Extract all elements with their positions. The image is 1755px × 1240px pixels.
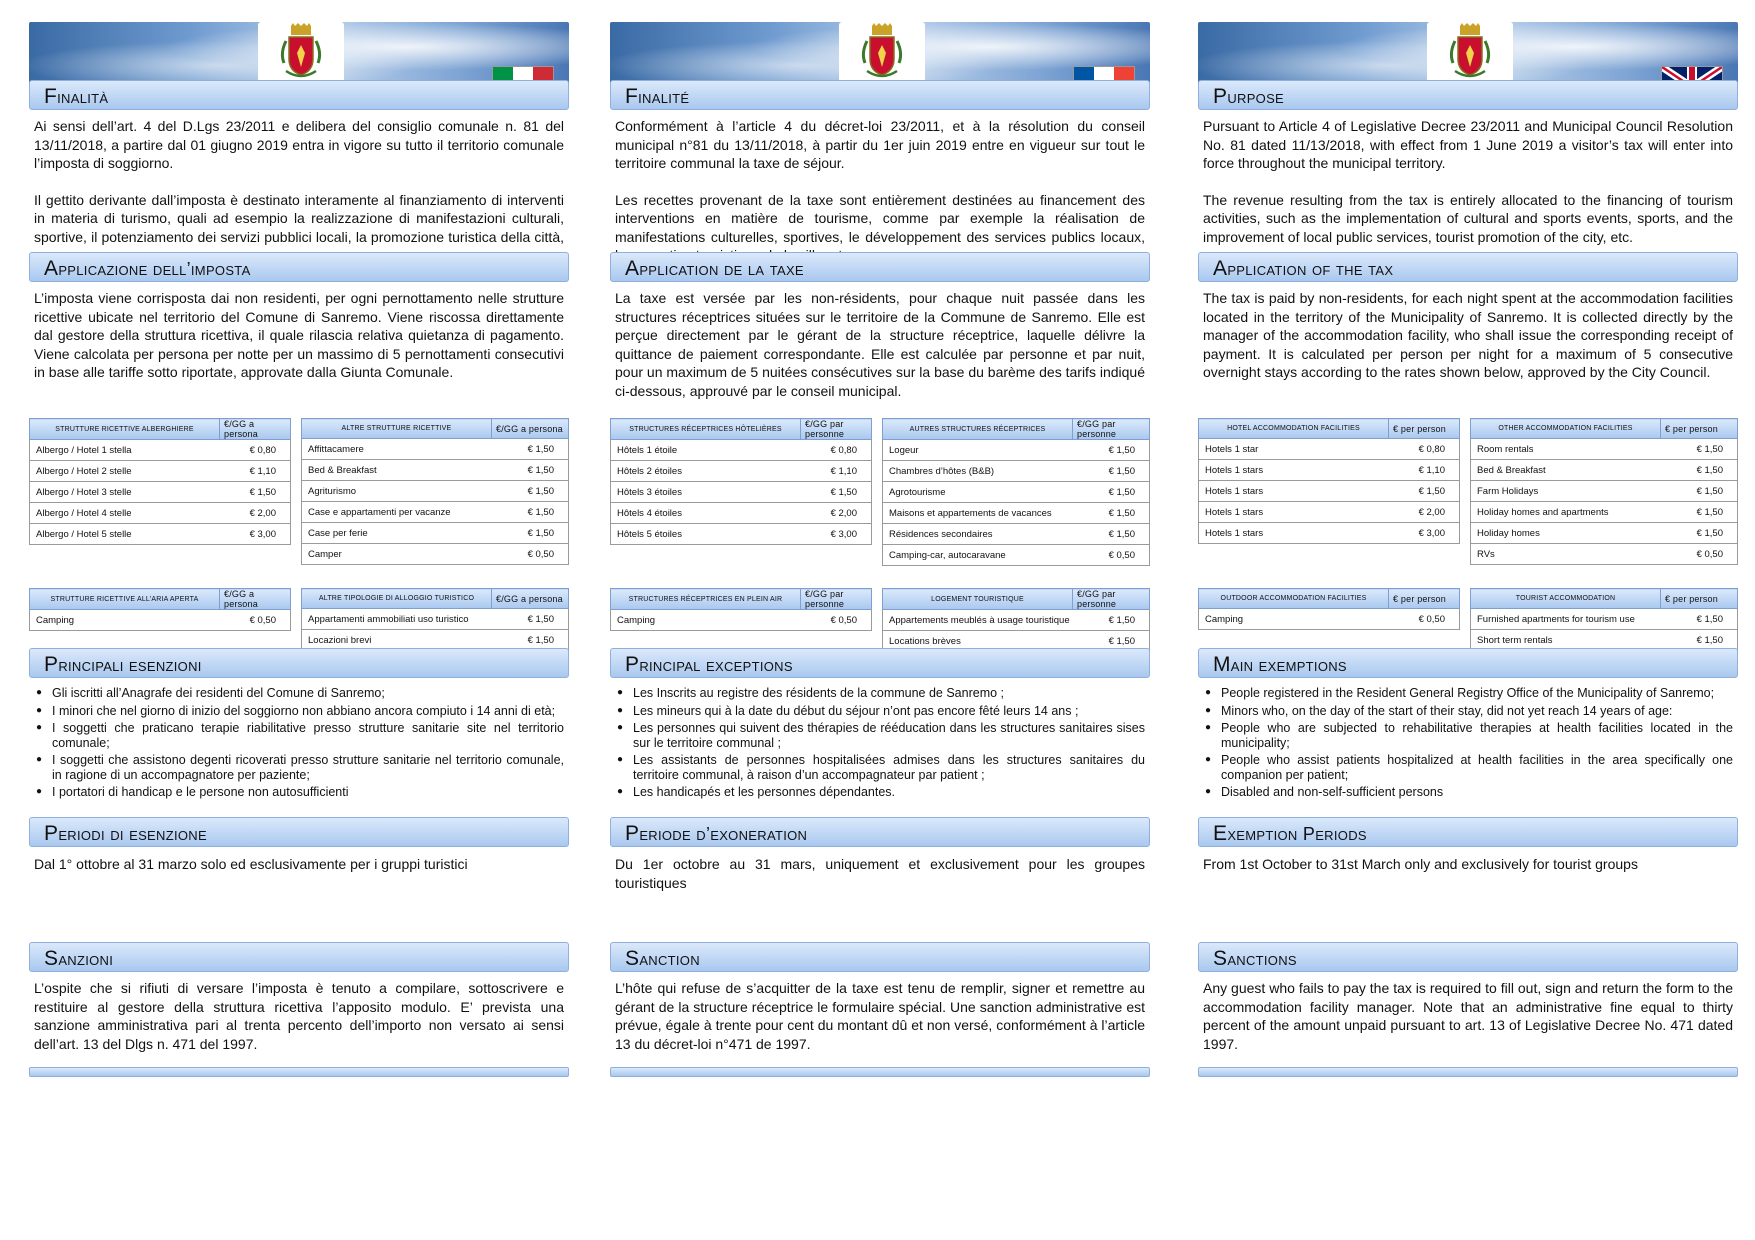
rate-value: € 0,80 xyxy=(1389,439,1460,460)
application-text: The tax is paid by non-residents, for each night spent at the accommodation facilities located in the territory of the Municipality of Sanremo. It is collected directly by the manager of the accommodation facility, who shall issue the corresponding receipt of payment. It is calculated per person per night for a maximum of 5 consecutive overnight stays according to the rates shown below, approved by the City Council. xyxy=(1203,290,1733,380)
rate-value: € 1,50 xyxy=(1073,610,1150,631)
rate-table-unit: €/GG par personne xyxy=(1073,589,1150,610)
rate-table-other xyxy=(301,418,569,565)
section-header-exemptions: Main exemptions xyxy=(1198,648,1738,678)
rate-table-title: OTHER ACCOMMODATION FACILITIES xyxy=(1471,419,1661,439)
purpose-paragraph: Ai sensi dell’art. 4 del D.Lgs 23/2011 e delibera del consiglio comunale n. 81 del 13/11/2018, a partire dal 01 giugno 2019 entra in vigore su tutto il territorio comunale l’imposta di soggiorno. xyxy=(34,118,564,171)
rate-row xyxy=(883,440,1150,461)
exemption-item: ● I portatori di handicap e le persone non autosufficienti xyxy=(34,785,564,800)
rate-row xyxy=(30,503,291,524)
rate-value: € 1,50 xyxy=(1073,461,1150,482)
section-header-sanctions: Sanction xyxy=(610,942,1150,972)
purpose-text xyxy=(1203,117,1733,246)
rate-row xyxy=(30,610,291,631)
rate-label: Hôtels 1 étoile xyxy=(611,440,801,461)
footer-bar xyxy=(1198,1067,1738,1077)
purpose-text xyxy=(615,117,1145,265)
exemption-item: ● People registered in the Resident General Registry Office of the Municipality of Sanremo; xyxy=(1203,686,1733,701)
exemptions-list xyxy=(34,686,564,803)
sanctions-text: L’hôte qui refuse de s’acquitter de la taxe est tenu de remplir, signer et remettre au gérant de la structure réceptrice le formulaire spécial. Une sanction administrative est prévue, égale à trente pour cent du montant dû et non versé, conformément à l’article 13 du décret-loi n°471 de 1997. xyxy=(615,980,1145,1052)
rate-table-unit: € per person xyxy=(1389,589,1460,609)
rate-row xyxy=(302,544,569,565)
section-header-sanctions: Sanzioni xyxy=(29,942,569,972)
rate-value: € 1,50 xyxy=(220,482,291,503)
rate-row xyxy=(302,439,569,460)
rate-value: € 1,50 xyxy=(801,482,872,503)
rate-label: RVs xyxy=(1471,544,1661,565)
rate-label: Albergo / Hotel 3 stelle xyxy=(30,482,220,503)
rate-row xyxy=(1199,460,1460,481)
rate-value: € 2,00 xyxy=(220,503,291,524)
rate-table-outdoor xyxy=(29,588,291,631)
rate-row xyxy=(611,610,872,631)
rate-table-title: ALTRE TIPOLOGIE DI ALLOGGIO TURISTICO xyxy=(302,589,492,609)
section-header-purpose: Purpose xyxy=(1198,80,1738,110)
rate-table-unit: € per person xyxy=(1661,419,1738,439)
rate-table-title: AUTRES STRUCTURES RÉCEPTRICES xyxy=(883,419,1073,440)
rate-table-title: OUTDOOR ACCOMMODATION FACILITIES xyxy=(1199,589,1389,609)
rate-label: Hôtels 2 étoiles xyxy=(611,461,801,482)
exemptions-list xyxy=(1203,686,1733,803)
rate-label: Albergo / Hotel 4 stelle xyxy=(30,503,220,524)
sky-banner xyxy=(1198,22,1738,84)
rate-row xyxy=(883,503,1150,524)
rate-table-title: LOGEMENT TOURISTIQUE xyxy=(883,589,1073,610)
rate-value: € 1,50 xyxy=(1073,631,1150,652)
rate-table-unit: €/GG a persona xyxy=(220,419,291,440)
exemption-item: ● People who assist patients hospitalized at health facilities in the area specifically one companion per patient; xyxy=(1203,753,1733,782)
purpose-text xyxy=(34,117,564,265)
exemption-item: ● People who are subjected to rehabilitative therapies at health facilities located in the municipality; xyxy=(1203,721,1733,750)
rate-table-hotel xyxy=(610,418,872,545)
sanremo-crest-icon xyxy=(839,22,925,82)
rate-label: Bed & Breakfast xyxy=(302,460,492,481)
rate-value: € 1,50 xyxy=(492,630,569,651)
section-header-exemptions: Principal exceptions xyxy=(610,648,1150,678)
purpose-paragraph: Conformément à l’article 4 du décret-loi 23/2011, et à la résolution du conseil municipal n°81 du 13/11/2018, à partir du 1er juin 2019 entre en vigueur sur tout le territoire communal la taxe de séjour. xyxy=(615,118,1145,171)
rate-table-title: STRUTTURE RICETTIVE ALL’ARIA APERTA xyxy=(30,589,220,610)
rate-row xyxy=(1471,502,1738,523)
exemption-item: ● Les mineurs qui à la date du début du séjour n’ont pas encore fêté leurs 14 ans ; xyxy=(615,704,1145,719)
rate-table-other xyxy=(882,418,1150,566)
rate-value: € 0,50 xyxy=(1389,609,1460,630)
rate-label: Holiday homes xyxy=(1471,523,1661,544)
rate-label: Hotels 1 star xyxy=(1199,439,1389,460)
rate-row xyxy=(30,461,291,482)
rate-label: Hôtels 4 étoiles xyxy=(611,503,801,524)
periods-text: Dal 1° ottobre al 31 marzo solo ed esclusivamente per i gruppi turistici xyxy=(34,856,468,872)
rate-value: € 1,10 xyxy=(1389,460,1460,481)
exemption-item: ● Les assistants de personnes hospitalisées admises dans les structures sanitaires du territoire communal, à raison d’un accompagnateur par patient ; xyxy=(615,753,1145,782)
rate-label: Holiday homes and apartments xyxy=(1471,502,1661,523)
rate-label: Camper xyxy=(302,544,492,565)
rate-label: Hotels 1 stars xyxy=(1199,481,1389,502)
section-header-sanctions: Sanctions xyxy=(1198,942,1738,972)
rate-value: € 1,50 xyxy=(1661,502,1738,523)
rate-label: Albergo / Hotel 2 stelle xyxy=(30,461,220,482)
rate-value: € 2,00 xyxy=(801,503,872,524)
section-header-periods: Periode d’exoneration xyxy=(610,817,1150,847)
rate-table-title: STRUTTURE RICETTIVE ALBERGHIERE xyxy=(30,419,220,440)
rate-value: € 0,80 xyxy=(801,440,872,461)
rate-row xyxy=(1471,609,1738,630)
rate-row xyxy=(1199,502,1460,523)
rate-table-unit: €/GG a persona xyxy=(492,589,569,609)
rate-value: € 1,50 xyxy=(1661,630,1738,651)
rate-table-title: HOTEL ACCOMMODATION FACILITIES xyxy=(1199,419,1389,439)
column-french xyxy=(610,22,1150,1052)
rate-row xyxy=(883,545,1150,566)
rate-table-other xyxy=(1470,418,1738,565)
rate-label: Farm Holidays xyxy=(1471,481,1661,502)
rate-row xyxy=(1471,439,1738,460)
rate-label: Room rentals xyxy=(1471,439,1661,460)
rate-row xyxy=(30,524,291,545)
rate-table-outdoor xyxy=(1198,588,1460,630)
rate-value: € 1,10 xyxy=(801,461,872,482)
rate-label: Hôtels 5 étoiles xyxy=(611,524,801,545)
footer-bar xyxy=(610,1067,1150,1077)
exemption-item: ● Gli iscritti all’Anagrafe dei residenti del Comune di Sanremo; xyxy=(34,686,564,701)
rate-value: € 0,80 xyxy=(220,440,291,461)
rate-label: Chambres d’hôtes (B&B) xyxy=(883,461,1073,482)
rate-row xyxy=(30,482,291,503)
rate-label: Hotels 1 stars xyxy=(1199,502,1389,523)
rate-label: Camping xyxy=(611,610,801,631)
section-header-application: Applicazione dell’imposta xyxy=(29,252,569,282)
rate-value: € 1,50 xyxy=(492,609,569,630)
rate-label: Camping xyxy=(1199,609,1389,630)
rate-table-hotel xyxy=(1198,418,1460,544)
rate-row xyxy=(1471,544,1738,565)
rate-table-tourist xyxy=(301,588,569,651)
purpose-paragraph: Les recettes provenant de la taxe sont entièrement destinées au financement des interventions en matière de tourisme, comme par exemple la réalisation de manifestations culturelles, sportives, le développement des services publics locaux, xyxy=(615,191,1145,245)
rate-label: Logeur xyxy=(883,440,1073,461)
sky-banner xyxy=(29,22,569,84)
rate-row xyxy=(1199,609,1460,630)
rate-label: Résidences secondaires xyxy=(883,524,1073,545)
application-text: La taxe est versée par les non-résidents, pour chaque nuit passée dans les structures réceptrices situées sur le territoire de la Commune de Sanremo. Elle est perçue directement par le gérant de la structure réceptrice, laquelle délivre la quittance de paiement correspondante. Elle est calculée par personne et par nuit, pour un maximum de 5 nuitées consécutives sur la base du barème des tarifs indiqué ci-dessous, approuvé par le conseil municipal. xyxy=(615,290,1145,399)
section-header-purpose: Finalité xyxy=(610,80,1150,110)
rate-table-title: TOURIST ACCOMMODATION xyxy=(1471,589,1661,609)
periods-text: Du 1er octobre au 31 mars, uniquement et exclusivement pour les groupes touristiques xyxy=(615,856,1145,891)
rate-row xyxy=(1471,481,1738,502)
application-text: L’imposta viene corrisposta dai non residenti, per ogni pernottamento nelle strutture ricettive ubicate nel territorio del Comune di Sanremo. Viene riscossa direttamente dal gestore della struttura ricettiva, il quale rilascia relativa quietanza di pagamento. Viene calcolata per persona per notte per un massimo di 5 pernottamenti consecutivi in base alle tariffe sotto riportate, approvate dalla Giunta Comunale. xyxy=(34,290,564,380)
rate-row xyxy=(302,502,569,523)
rate-value: € 1,50 xyxy=(1389,481,1460,502)
rate-value: € 1,50 xyxy=(492,502,569,523)
rate-label: Albergo / Hotel 5 stelle xyxy=(30,524,220,545)
rate-table-unit: €/GG par personne xyxy=(801,419,872,440)
rate-row xyxy=(302,609,569,630)
column-italian xyxy=(29,22,569,1052)
exemption-item: ● Les handicapés et les personnes dépendantes. xyxy=(615,785,1145,800)
rate-row xyxy=(1471,523,1738,544)
rate-row xyxy=(1199,439,1460,460)
rate-value: € 3,00 xyxy=(1389,523,1460,544)
rate-table-title: STRUCTURES RÉCEPTRICES EN PLEIN AIR xyxy=(611,589,801,610)
sanctions-text: Any guest who fails to pay the tax is required to fill out, sign and return the form to the accommodation facility manager. Note that an administrative fine equal to thirty percent of the amount unpaid pursuant to art. 13 of Legislative Decree No. 471 dated 1997. xyxy=(1203,980,1733,1052)
rate-value: € 3,00 xyxy=(220,524,291,545)
exemption-item: ● I soggetti che praticano terapie riabilitative presso strutture sanitarie site nel territorio comunale; xyxy=(34,721,564,750)
section-header-application: Application de la taxe xyxy=(610,252,1150,282)
periods-text: From 1st October to 31st March only and exclusively for tourist groups xyxy=(1203,856,1638,872)
rate-value: € 1,50 xyxy=(492,523,569,544)
purpose-paragraph: The revenue resulting from the tax is entirely allocated to the financing of tourism activities, such as the implementation of cultural and sports events, sports, and the improvement of local public services, tourist promotion of the city, etc. xyxy=(1203,191,1733,245)
purpose-paragraph: Pursuant to Article 4 of Legislative Decree 23/2011 and Municipal Council Resolution No. 81 dated 11/13/2018, with effect from 1 June 2019 a visitor’s tax will enter into force throughout the municipal territory. xyxy=(1203,118,1733,171)
sanremo-crest-icon xyxy=(258,22,344,82)
rate-table-unit: € per person xyxy=(1389,419,1460,439)
rate-value: € 1,50 xyxy=(1073,524,1150,545)
rate-value: € 1,10 xyxy=(220,461,291,482)
section-header-exemptions: Principali esenzioni xyxy=(29,648,569,678)
rate-label: Short term rentals xyxy=(1471,630,1661,651)
rate-row xyxy=(1199,523,1460,544)
rate-table-title: ALTRE STRUTTURE RICETTIVE xyxy=(302,419,492,439)
rate-label: Maisons et appartements de vacances xyxy=(883,503,1073,524)
rate-row xyxy=(883,524,1150,545)
sanctions-text: L’ospite che si rifiuti di versare l’imposta è tenuto a compilare, sottoscrivere e restituire al gestore della struttura ricettiva l’apposito modulo. E’ prevista una sanzione amministrativa pari al trenta percento dell’importo non versato ai sensi dell’art. 13 del Dlgs n. 471 del 1997. xyxy=(34,980,564,1052)
rate-row xyxy=(883,461,1150,482)
rate-label: Locazioni brevi xyxy=(302,630,492,651)
rate-value: € 0,50 xyxy=(1661,544,1738,565)
rate-row xyxy=(1199,481,1460,502)
rate-label: Camping xyxy=(30,610,220,631)
rate-value: € 1,50 xyxy=(1661,439,1738,460)
rate-value: € 1,50 xyxy=(492,439,569,460)
rate-value: € 3,00 xyxy=(801,524,872,545)
rate-label: Albergo / Hotel 1 stella xyxy=(30,440,220,461)
rate-table-outdoor xyxy=(610,588,872,631)
rate-label: Case per ferie xyxy=(302,523,492,544)
rate-table-tourist xyxy=(1470,588,1738,651)
rate-label: Furnished apartments for tourism use xyxy=(1471,609,1661,630)
rate-label: Locations brèves xyxy=(883,631,1073,652)
sky-banner xyxy=(610,22,1150,84)
rate-row xyxy=(30,440,291,461)
rate-value: € 2,00 xyxy=(1389,502,1460,523)
rate-value: € 1,50 xyxy=(1661,481,1738,502)
rate-value: € 1,50 xyxy=(1073,440,1150,461)
exemptions-list xyxy=(615,686,1145,803)
section-header-application: Application of the tax xyxy=(1198,252,1738,282)
rate-row xyxy=(302,481,569,502)
rate-label: Hotels 1 stars xyxy=(1199,460,1389,481)
column-english xyxy=(1198,22,1738,1052)
rate-row xyxy=(611,524,872,545)
rate-table-unit: € per person xyxy=(1661,589,1738,609)
rate-row xyxy=(883,482,1150,503)
rate-table-unit: €/GG par personne xyxy=(801,589,872,610)
rate-label: Agriturismo xyxy=(302,481,492,502)
exemption-item: ● I soggetti che assistono degenti ricoverati presso strutture sanitarie nel territorio comunale, in ragione di un accompagnatore per paziente; xyxy=(34,753,564,782)
rate-value: € 1,50 xyxy=(1661,523,1738,544)
purpose-paragraph: Il gettito derivante dall’imposta è destinato interamente al finanziamento di interventi in materia di turismo, quali ad esempio la realizzazione di manifestazioni culturali, sportive, il potenziamento dei servizi pubblici locali, la promozione turistica della città, xyxy=(34,191,564,245)
rate-label: Agrotourisme xyxy=(883,482,1073,503)
rate-label: Appartements meublés à usage touristique xyxy=(883,610,1073,631)
rate-table-hotel xyxy=(29,418,291,545)
rate-value: € 1,50 xyxy=(1661,460,1738,481)
rate-row xyxy=(883,610,1150,631)
exemption-item: ● Minors who, on the day of the start of their stay, did not yet reach 14 years of age: xyxy=(1203,704,1733,719)
rate-table-unit: €/GG a persona xyxy=(492,419,569,439)
rate-row xyxy=(611,482,872,503)
rate-value: € 0,50 xyxy=(220,610,291,631)
rate-value: € 0,50 xyxy=(1073,545,1150,566)
rate-label: Case e appartamenti per vacanze xyxy=(302,502,492,523)
rate-table-unit: €/GG a persona xyxy=(220,589,291,610)
rate-row xyxy=(611,440,872,461)
rate-row xyxy=(302,523,569,544)
rate-value: € 0,50 xyxy=(492,544,569,565)
rate-value: € 0,50 xyxy=(801,610,872,631)
rate-value: € 1,50 xyxy=(1073,482,1150,503)
rate-value: € 1,50 xyxy=(1073,503,1150,524)
rate-row xyxy=(1471,460,1738,481)
rate-value: € 1,50 xyxy=(492,481,569,502)
rate-label: Camping-car, autocaravane xyxy=(883,545,1073,566)
rate-label: Hotels 1 stars xyxy=(1199,523,1389,544)
exemption-item: ● Les personnes qui suivent des thérapies de rééducation dans les structures sanitaires sises sur le territoire communal ; xyxy=(615,721,1145,750)
rate-table-tourist xyxy=(882,588,1150,652)
rate-label: Hôtels 3 étoiles xyxy=(611,482,801,503)
rate-value: € 1,50 xyxy=(1661,609,1738,630)
rate-table-unit: €/GG par personne xyxy=(1073,419,1150,440)
rate-table-title: STRUCTURES RÉCEPTRICES HÔTELIÈRES xyxy=(611,419,801,440)
rate-label: Bed & Breakfast xyxy=(1471,460,1661,481)
rate-value: € 1,50 xyxy=(492,460,569,481)
rate-label: Appartamenti ammobiliati uso turistico xyxy=(302,609,492,630)
section-header-purpose: Finalità xyxy=(29,80,569,110)
rate-row xyxy=(611,503,872,524)
rate-row xyxy=(302,460,569,481)
exemption-item: ● Les Inscrits au registre des résidents de la commune de Sanremo ; xyxy=(615,686,1145,701)
rate-label: Affittacamere xyxy=(302,439,492,460)
exemption-item: ● Disabled and non-self-sufficient persons xyxy=(1203,785,1733,800)
exemption-item: ● I minori che nel giorno di inizio del soggiorno non abbiano ancora compiuto i 14 anni di età; xyxy=(34,704,564,719)
footer-bar xyxy=(29,1067,569,1077)
section-header-periods: Exemption Periods xyxy=(1198,817,1738,847)
section-header-periods: Periodi di esenzione xyxy=(29,817,569,847)
rate-row xyxy=(611,461,872,482)
sanremo-crest-icon xyxy=(1427,22,1513,82)
